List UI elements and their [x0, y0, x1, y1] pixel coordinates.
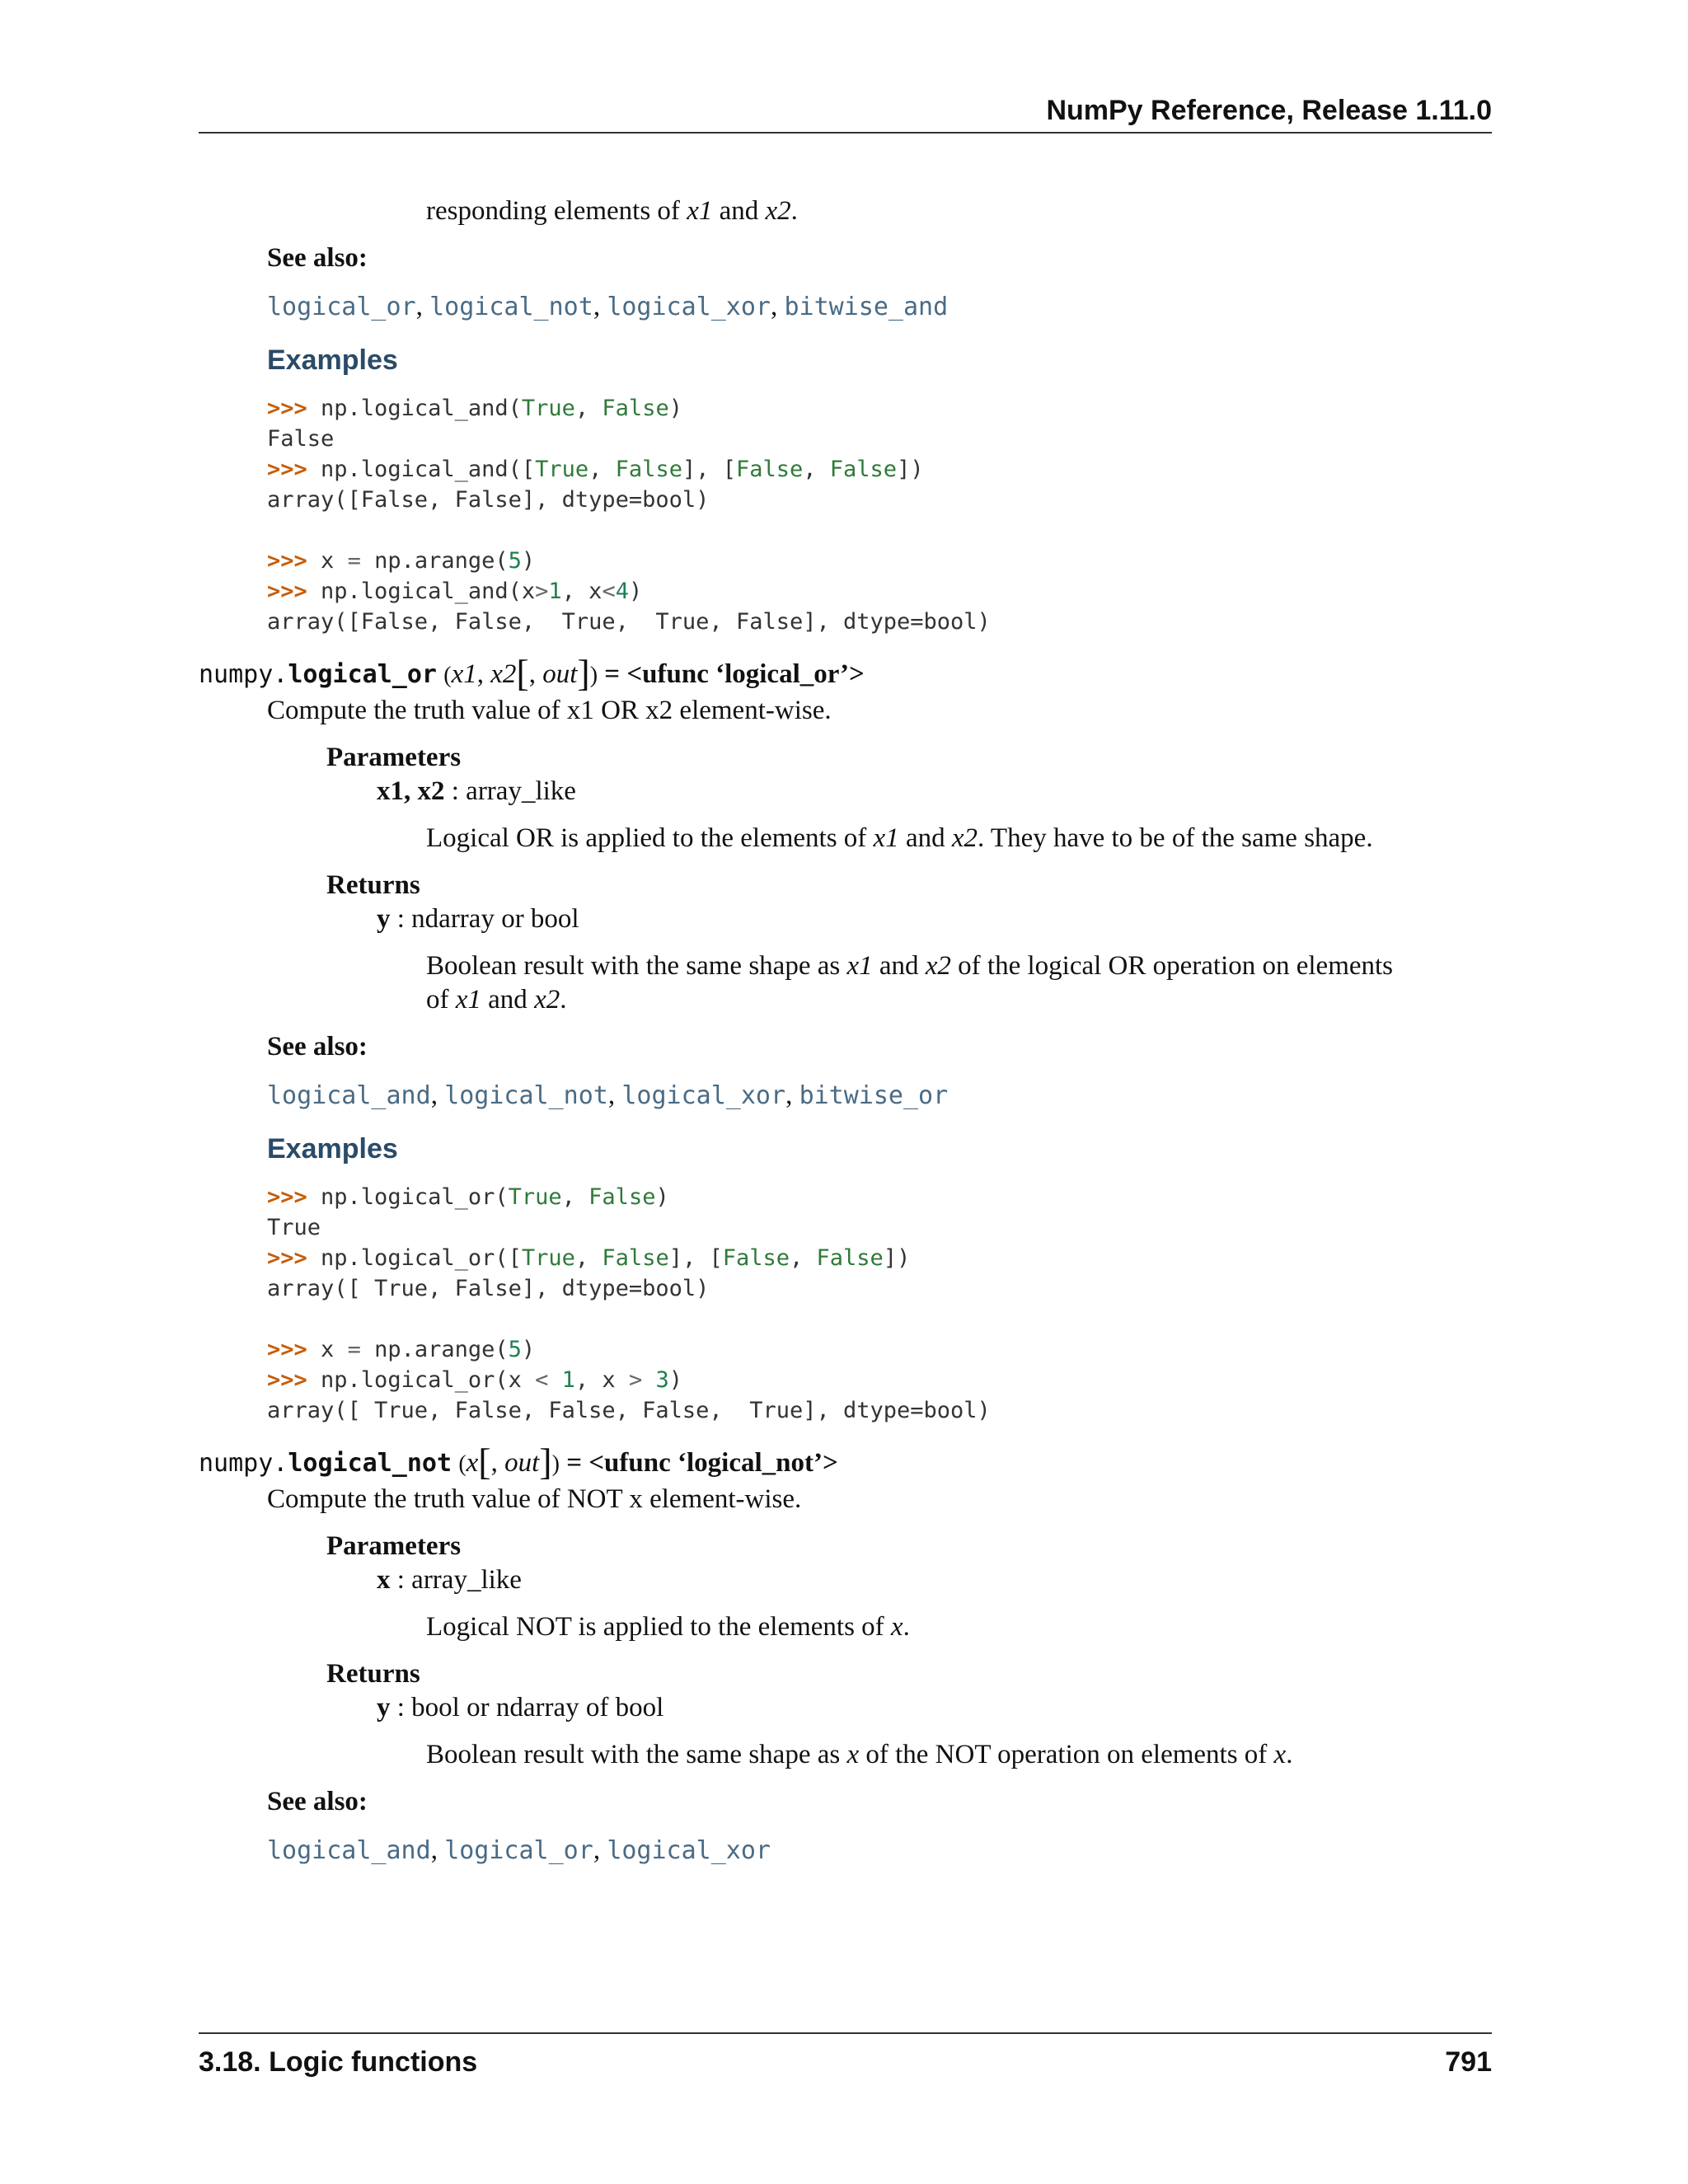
- parameters-heading: Parameters: [326, 1531, 462, 1561]
- returns-continuation: responding elements of x1 and x2.: [426, 196, 798, 226]
- code-blank: [267, 1304, 1492, 1334]
- see-also-links: logical_or, logical_not, logical_xor, bitwise_and: [267, 292, 949, 321]
- page-header: [199, 92, 1492, 134]
- link-logical-or[interactable]: logical_or: [444, 1836, 593, 1865]
- parameters-heading: Parameters: [326, 743, 462, 772]
- see-also-heading: See also:: [267, 1787, 368, 1816]
- link-bitwise-and[interactable]: bitwise_and: [784, 293, 949, 321]
- function-description: Compute the truth value of NOT x element-wise.: [267, 1484, 802, 1514]
- link-logical-xor[interactable]: logical_xor: [607, 1836, 771, 1865]
- page-number: 791: [1445, 2046, 1492, 2078]
- function-signature-logical-or: numpy.logical_or (x1, x2[, out]) = <ufunc ‘logical_or’>: [199, 652, 865, 694]
- parameter-description: Logical OR is applied to the elements of x1 and x2. They have to be of the same shape.: [426, 823, 1373, 853]
- code-line: >>> np.logical_and(True, False): [267, 396, 682, 421]
- code-line: >>> np.logical_or(True, False): [267, 1184, 669, 1210]
- page-footer: [199, 2032, 1492, 2078]
- see-also-links: logical_and, logical_not, logical_xor, bitwise_or: [267, 1080, 949, 1110]
- code-line: array([ True, False], dtype=bool): [267, 1276, 710, 1301]
- return-description: Boolean result with the same shape as x1 and x2 of the logical OR operation on elements of x1 and x2.: [426, 951, 1394, 1015]
- code-line: >>> np.logical_and([True, False], [False, False]): [267, 457, 924, 482]
- returns-heading: Returns: [326, 1659, 420, 1689]
- link-logical-xor[interactable]: logical_xor: [607, 293, 771, 321]
- function-signature-logical-not: numpy.logical_not (x[, out]) = <ufunc ‘logical_not’>: [199, 1441, 838, 1483]
- link-logical-and[interactable]: logical_and: [267, 1836, 431, 1865]
- code-line: array([False, False, True, True, False], dtype=bool): [267, 609, 991, 635]
- code-line: >>> x = np.arange(5): [267, 1337, 536, 1362]
- examples-heading: Examples: [267, 1133, 398, 1165]
- code-example: [267, 1182, 1492, 1426]
- see-also-heading: See also:: [267, 1032, 368, 1062]
- code-example: [267, 393, 1492, 637]
- code-line: False: [267, 426, 335, 452]
- return-entry: y : bool or ndarray of bool: [377, 1693, 664, 1722]
- code-line: >>> x = np.arange(5): [267, 548, 536, 574]
- see-also-heading: See also:: [267, 243, 368, 273]
- link-logical-xor[interactable]: logical_xor: [621, 1081, 786, 1110]
- parameter-entry: x : array_like: [377, 1565, 522, 1595]
- page-content: [199, 194, 1492, 1868]
- returns-heading: Returns: [326, 870, 420, 900]
- function-description: Compute the truth value of x1 OR x2 element-wise.: [267, 696, 832, 725]
- code-line: array([ True, False, False, False, True], dtype=bool): [267, 1398, 991, 1423]
- return-description: Boolean result with the same shape as x of the NOT operation on elements of x.: [426, 1740, 1293, 1769]
- link-logical-not[interactable]: logical_not: [429, 293, 593, 321]
- link-bitwise-or[interactable]: bitwise_or: [799, 1081, 949, 1110]
- parameter-description: Logical NOT is applied to the elements of x.: [426, 1612, 910, 1642]
- code-line: >>> np.logical_or([True, False], [False, False]): [267, 1245, 911, 1271]
- code-line: >>> np.logical_or(x < 1, x > 3): [267, 1367, 682, 1393]
- link-logical-and[interactable]: logical_and: [267, 1081, 431, 1110]
- code-line: True: [267, 1215, 321, 1240]
- code-blank: [267, 515, 1492, 546]
- return-entry: y : ndarray or bool: [377, 904, 579, 934]
- running-title: NumPy Reference, Release 1.11.0: [1046, 95, 1492, 126]
- parameter-entry: x1, x2 : array_like: [377, 776, 576, 806]
- examples-heading: Examples: [267, 344, 398, 376]
- code-line: >>> np.logical_and(x>1, x<4): [267, 579, 643, 604]
- link-logical-or[interactable]: logical_or: [267, 293, 416, 321]
- section-title: 3.18. Logic functions: [199, 2046, 478, 2078]
- code-line: array([False, False], dtype=bool): [267, 487, 710, 513]
- see-also-links: logical_and, logical_or, logical_xor: [267, 1835, 771, 1865]
- link-logical-not[interactable]: logical_not: [444, 1081, 608, 1110]
